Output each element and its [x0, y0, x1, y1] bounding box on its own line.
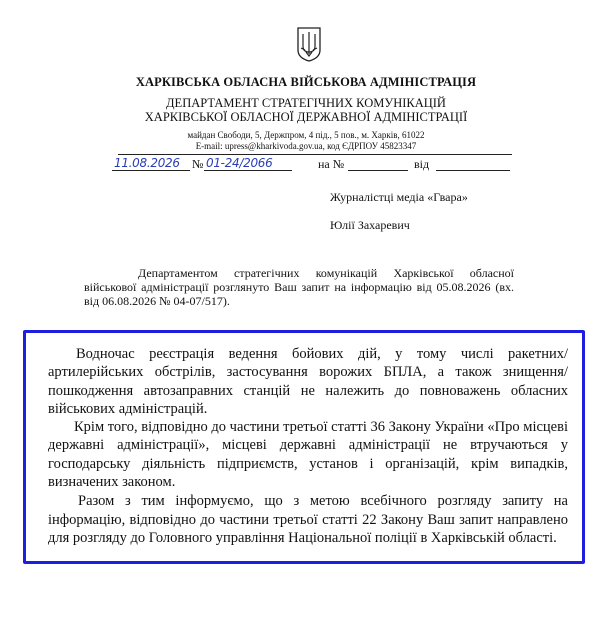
incoming-date-label: від: [414, 157, 430, 171]
outgoing-date: 11.08.2026: [114, 156, 180, 170]
intro-text: Департаментом стратегічних комунікацій Харківської обласної військової адміністрації розглянуто Ваш запит на інформацію від 05.08.2026 (вх. від 06.08.2026 № 04-07/517).: [84, 266, 514, 308]
intro-paragraph: [84, 266, 514, 308]
recipient-line2: Юлії Захаревич: [330, 218, 410, 232]
highlighted-text: [48, 345, 568, 547]
number-underline: [204, 170, 292, 171]
reference-line: [112, 156, 512, 174]
outgoing-number: 01-24/2066: [206, 156, 273, 170]
incoming-number-label: на №: [318, 157, 345, 171]
organization-title: ХАРКІВСЬКА ОБЛАСНА ВІЙСЬКОВА АДМІНІСТРАЦІЯ: [135, 75, 477, 89]
contact-info: E-mail: upress@kharkivoda.gov.ua, код ЄДРПОУ 45823347: [195, 141, 417, 151]
letterhead-divider: [118, 154, 512, 155]
recipient-line1: Журналістці медіа «Гвара»: [330, 190, 468, 204]
date-underline: [112, 170, 190, 171]
department-name-line1: ДЕПАРТАМЕНТ СТРАТЕГІЧНИХ КОМУНІКАЦІЙ: [166, 96, 446, 110]
trident-icon: [296, 26, 322, 62]
paragraph-1: Водночас реєстрація ведення бойових дій, у тому числі ракетних/артилерійських обстрілів, застосування ворожих БПЛА, а також знищення/пошкодження автозаправних станцій не належить до повноважень обласних військових адміністрацій.: [48, 346, 568, 417]
paragraph-3: Разом з тим інформуємо, що з метою всебічного розгляду запиту на інформацію, відповідно до частини третьої статті 22 Закону Ваш запит направлено для розгляду до Головного управління Національної поліції в Харківській області.: [48, 493, 568, 546]
incoming-date-blank: [436, 170, 510, 171]
number-sign: №: [192, 157, 204, 171]
department-name-line2: ХАРКІВСЬКОЇ ОБЛАСНОЇ ДЕРЖАВНОЇ АДМІНІСТРАЦІЇ: [144, 110, 468, 124]
incoming-number-blank: [348, 170, 408, 171]
postal-address: майдан Свободи, 5, Держпром, 4 під., 5 пов., м. Харків, 61022: [187, 130, 425, 140]
paragraph-2: Крім того, відповідно до частини третьої статті 36 Закону України «Про місцеві державні адміністрації», місцеві державні адміністрації не втручаються у господарську діяльність підприємств, установ і організацій, крім випадків, визначених законом.: [48, 419, 568, 491]
